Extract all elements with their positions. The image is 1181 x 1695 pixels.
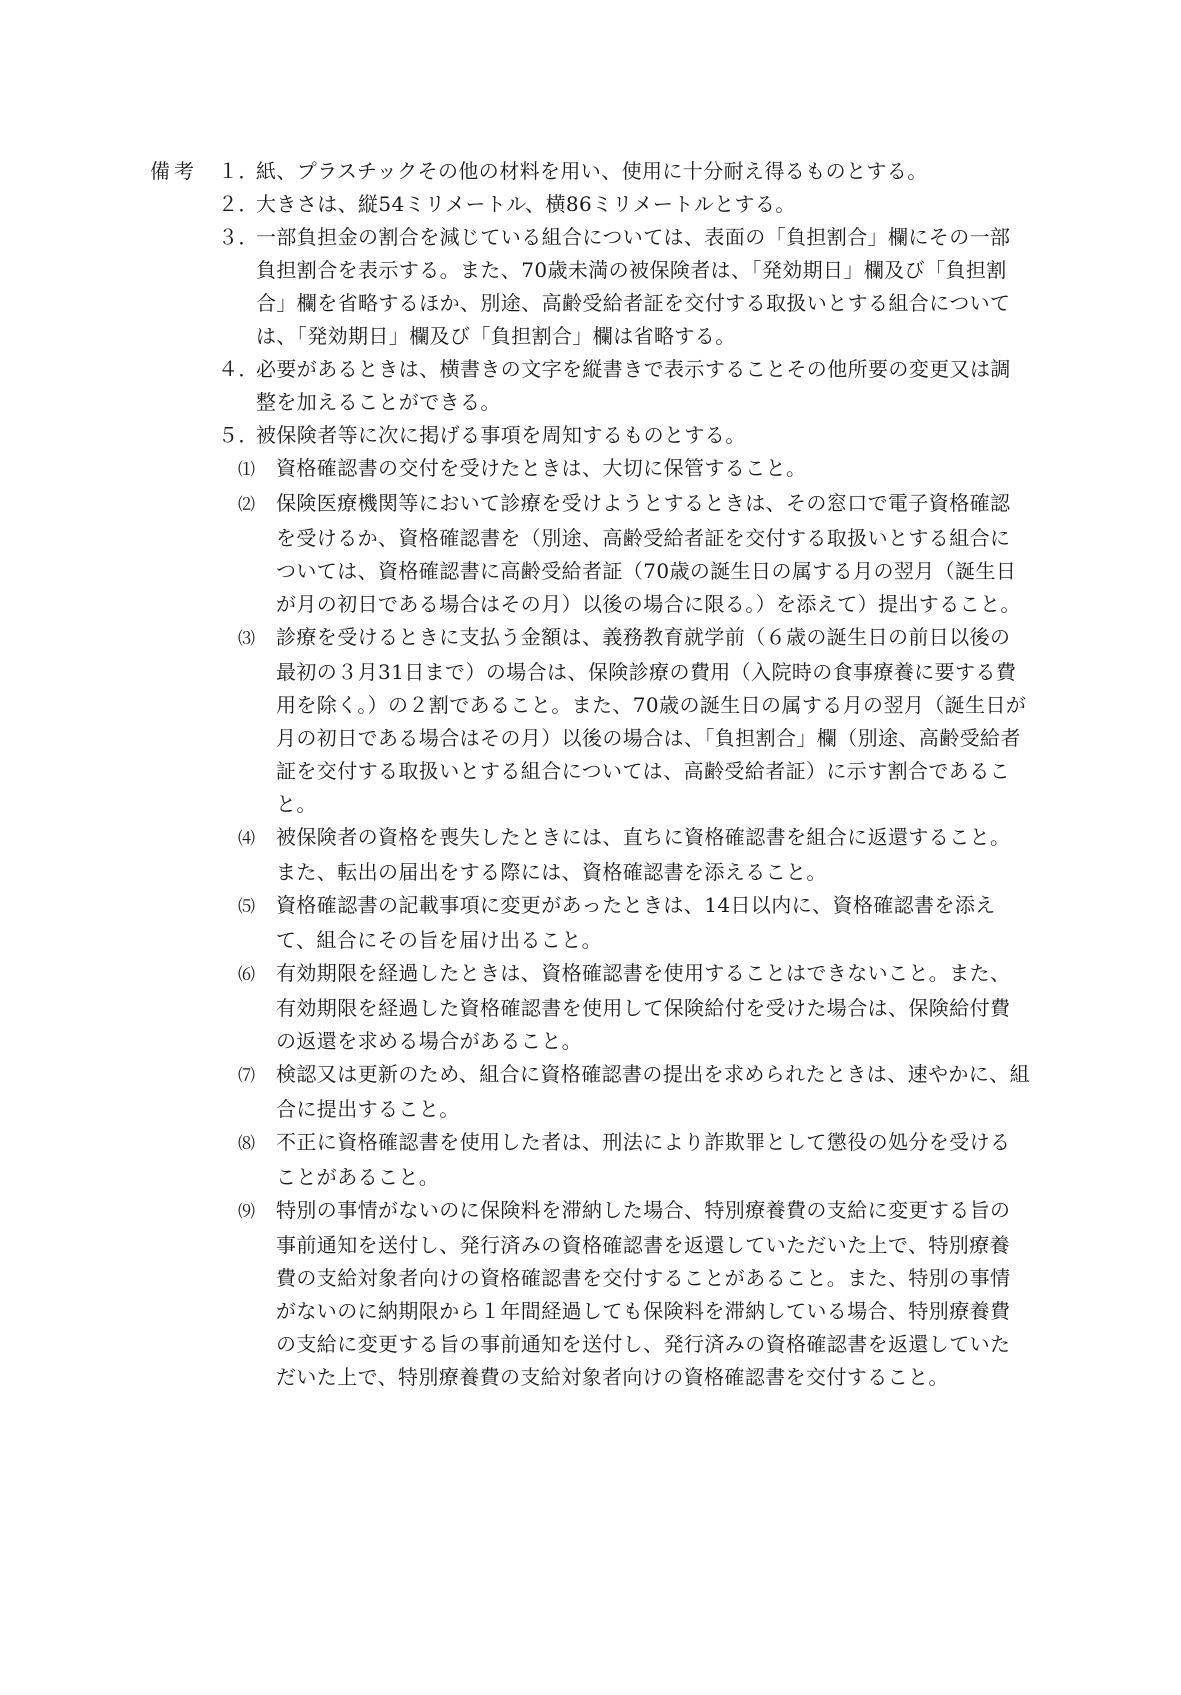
subitem-text: 不正に資格確認書を使用した者は、刑法により詐欺罪として懲役の処分を受けることがあること。 [276,1130,1011,1189]
item-number: ２． [218,192,259,216]
item-number: １． [218,159,259,183]
notice-subitem-5 [150,889,1030,957]
notice-subitem-8 [150,1126,1030,1194]
subitem-number: ⑺ [238,1066,256,1086]
subitem-text: 資格確認書の交付を受けたときは、大切に保管すること。 [276,456,807,480]
remark-item-4 [150,353,1030,419]
remarks-heading: 備考 [150,159,198,183]
item-text: 被保険者等に次に掲げる事項を周知するものとする。 [256,423,746,447]
remark-item-3 [150,221,1030,353]
item-text: 一部負担金の割合を減じている組合については、表面の「負担割合」欄にその一部負担割合を表示する。また、70歳未満の被保険者は、「発効期日」欄及び「負担割合」欄を省略するほか、別途、高齢受給者証を交付する取扱いとする組合については、「発効期日」欄及び「負担割合」欄は省略する。 [256,225,1011,348]
subitem-text: 診療を受けるときに支払う金額は、義務教育就学前（６歳の誕生日の前日以後の最初の３月31日まで）の場合は、保険診療の費用（入院時の食事療養に要する費用を除く。）の２割であること。また、70歳の誕生日の属する月の翌月（誕生日が月の初日である場合はその月）以後の場合は、「負担割合」欄（別途、高齢受給者証を交付する取扱いとする組合については、高齢受給者証）に示す割合であること。 [276,625,1027,816]
notice-subitem-1 [150,452,1030,487]
remarks-section [150,155,1030,1394]
subitem-number: ⑻ [238,1134,256,1154]
item-text: 大きさは、縦54ミリメートル、横86ミリメートルとする。 [256,192,796,216]
subitem-text: 検認又は更新のため、組合に資格確認書の提出を求められたときは、速やかに、組合に提出すること。 [276,1062,1030,1121]
subitem-number: ⑸ [238,897,256,917]
item-number: ４． [218,357,259,381]
item-number: ５． [218,423,259,447]
remark-item-1 [150,155,1030,188]
notice-subitem-7 [150,1058,1030,1126]
subitem-number: ⑴ [238,460,256,480]
remark-item-5 [150,419,1030,452]
subitem-number: ⑼ [238,1202,256,1222]
subitem-number: ⑶ [238,629,256,649]
item-text: 紙、プラスチックその他の材料を用い、使用に十分耐え得るものとする。 [256,159,928,183]
subitem-number: ⑵ [238,495,256,515]
notice-subitem-2 [150,487,1030,621]
item-text: 必要があるときは、横書きの文字を縦書きで表示することその他所要の変更又は調整を加えることができる。 [256,357,1011,414]
subitem-number: ⑷ [238,829,256,849]
notice-subitem-6 [150,957,1030,1058]
subitem-text: 保険医療機関等において診療を受けようとするときは、その窓口で電子資格確認を受けるか、資格確認書を（別途、高齢受給者証を交付する取扱いとする組合については、資格確認書に高齢受給者証（70歳の誕生日の属する月の翌月（誕生日が月の初日である場合はその月）以後の場合に限る。）を添えて）提出すること。 [276,491,1021,616]
item-number: ３． [218,225,259,249]
subitem-text: 有効期限を経過したときは、資格確認書を使用することはできないこと。また、有効期限を経過した資格確認書を使用して保険給付を受けた場合は、保険給付費の返還を求める場合があること。 [276,961,1011,1053]
notice-subitem-4 [150,821,1030,889]
subitem-number: ⑹ [238,965,256,985]
notice-subitem-9 [150,1194,1030,1394]
remark-item-2 [150,188,1030,221]
notice-subitem-3 [150,621,1030,821]
subitem-text: 特別の事情がないのに保険料を滞納した場合、特別療養費の支給に変更する旨の事前通知を送付し、発行済みの資格確認書を返還していただいた上で、特別療養費の支給対象者向けの資格確認書を交付することがあること。また、特別の事情がないのに納期限から１年間経過しても保険料を滞納している場合、特別療養費の支給に変更する旨の事前通知を送付し、発行済みの資格確認書を返還していただいた上で、特別療養費の支給対象者向けの資格確認書を交付すること。 [276,1198,1011,1389]
subitem-text: 被保険者の資格を喪失したときには、直ちに資格確認書を組合に返還すること。また、転出の届出をする際には、資格確認書を添えること。 [276,825,1011,884]
subitem-text: 資格確認書の記載事項に変更があったときは、14日以内に、資格確認書を添えて、組合にその旨を届け出ること。 [276,893,996,952]
